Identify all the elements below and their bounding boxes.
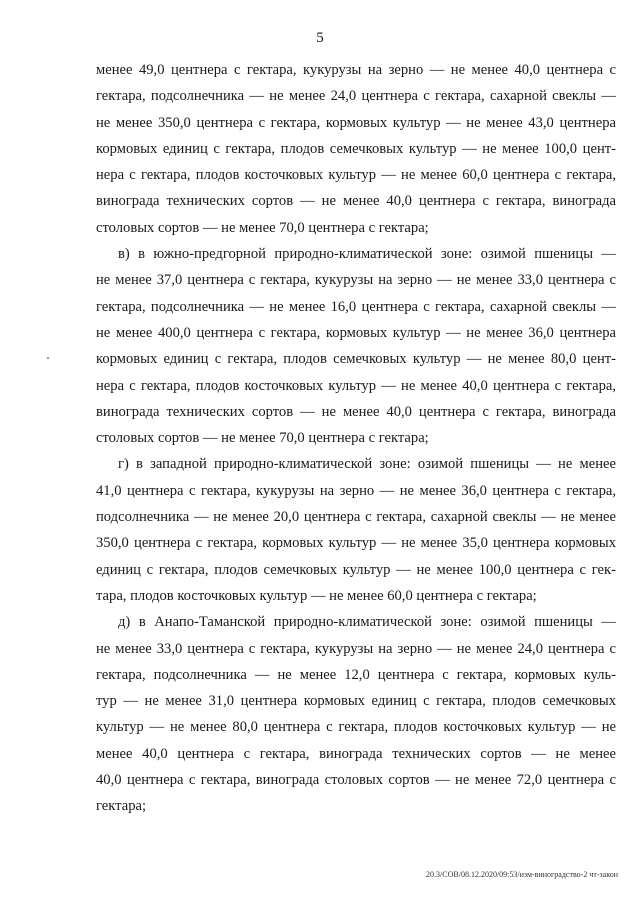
text-line: столовых сортов — не менее 70,0 центнера с гектара;: [96, 430, 429, 447]
text-line: 40,0 центнера с гектара, винограда столовых сортов — не менее 72,0 центнера с: [96, 772, 616, 789]
paragraph-start-line: д) в Анапо-Таманской природно-климатической зоне: озимой пшеницы —: [118, 614, 616, 631]
text-line: кормовых единиц с гектара, плодов семечковых культур — не менее 100,0 цент-: [96, 140, 616, 157]
footer-document-code: 20.3/СОВ/08.12.2020/09:53/изм-виноградство-2 чт-закон: [426, 870, 618, 879]
text-line: столовых сортов — не менее 70,0 центнера с гектара;: [96, 219, 429, 236]
text-line: не менее 350,0 центнера с гектара, кормовых культур — не менее 43,0 центнера: [96, 114, 616, 131]
text-line: гектара, подсолнечника — не менее 12,0 центнера с гектара, кормовых куль-: [96, 666, 616, 683]
text-line: гектара, подсолнечника — не менее 24,0 центнера с гектара, сахарной свеклы —: [96, 88, 616, 105]
text-line: менее 40,0 центнера с гектара, винограда технических сортов — не менее: [96, 745, 616, 762]
text-line: единиц с гектара, плодов семечковых культур — не менее 100,0 центнера с гек-: [96, 561, 616, 578]
paragraph-start-line: г) в западной природно-климатической зоне: озимой пшеницы — не менее: [118, 456, 616, 473]
text-line: гектара;: [96, 798, 147, 815]
text-line: нера с гектара, плодов косточковых культур — не менее 60,0 центнера с гектара,: [96, 167, 616, 184]
text-line: кормовых единиц с гектара, плодов семечковых культур — не менее 80,0 цент-: [96, 351, 616, 368]
page-number: 5: [316, 30, 324, 46]
text-line: менее 49,0 центнера с гектара, кукурузы на зерно — не менее 40,0 центнера с: [96, 62, 616, 78]
text-line: не менее 33,0 центнера с гектара, кукурузы на зерно — не менее 24,0 центнера с: [96, 640, 616, 657]
margin-mark: [47, 357, 49, 359]
text-line: не менее 37,0 центнера с гектара, кукурузы на зерно — не менее 33,0 центнера с: [96, 272, 616, 289]
text-line: культур — не менее 80,0 центнера с гектара, плодов косточковых культур — не: [96, 719, 616, 736]
text-line: винограда технических сортов — не менее 40,0 центнера с гектара, винограда: [96, 193, 616, 210]
text-line: тур — не менее 31,0 центнера кормовых единиц с гектара, плодов семечковых: [96, 693, 616, 710]
text-line: не менее 400,0 центнера с гектара, кормовых культур — не менее 36,0 центнера: [96, 324, 616, 341]
document-body: [96, 57, 616, 820]
paragraph-start-line: в) в южно-предгорной природно-климатической зоне: озимой пшеницы —: [118, 246, 616, 263]
text-line: тара, плодов косточковых культур — не менее 60,0 центнера с гектара;: [96, 587, 537, 604]
text-line: 350,0 центнера с гектара, кормовых культур — не менее 35,0 центнера кормовых: [96, 535, 616, 552]
text-line: гектара, подсолнечника — не менее 16,0 центнера с гектара, сахарной свеклы —: [96, 298, 616, 315]
text-line: нера с гектара, плодов косточковых культур — не менее 40,0 центнера с гектара,: [96, 377, 616, 394]
text-line: винограда технических сортов — не менее 40,0 центнера с гектара, винограда: [96, 403, 616, 420]
text-line: подсолнечника — не менее 20,0 центнера с гектара, сахарной свеклы — не менее: [96, 509, 616, 526]
text-line: 41,0 центнера с гектара, кукурузы на зерно — не менее 36,0 центнера с гектара,: [96, 482, 616, 499]
